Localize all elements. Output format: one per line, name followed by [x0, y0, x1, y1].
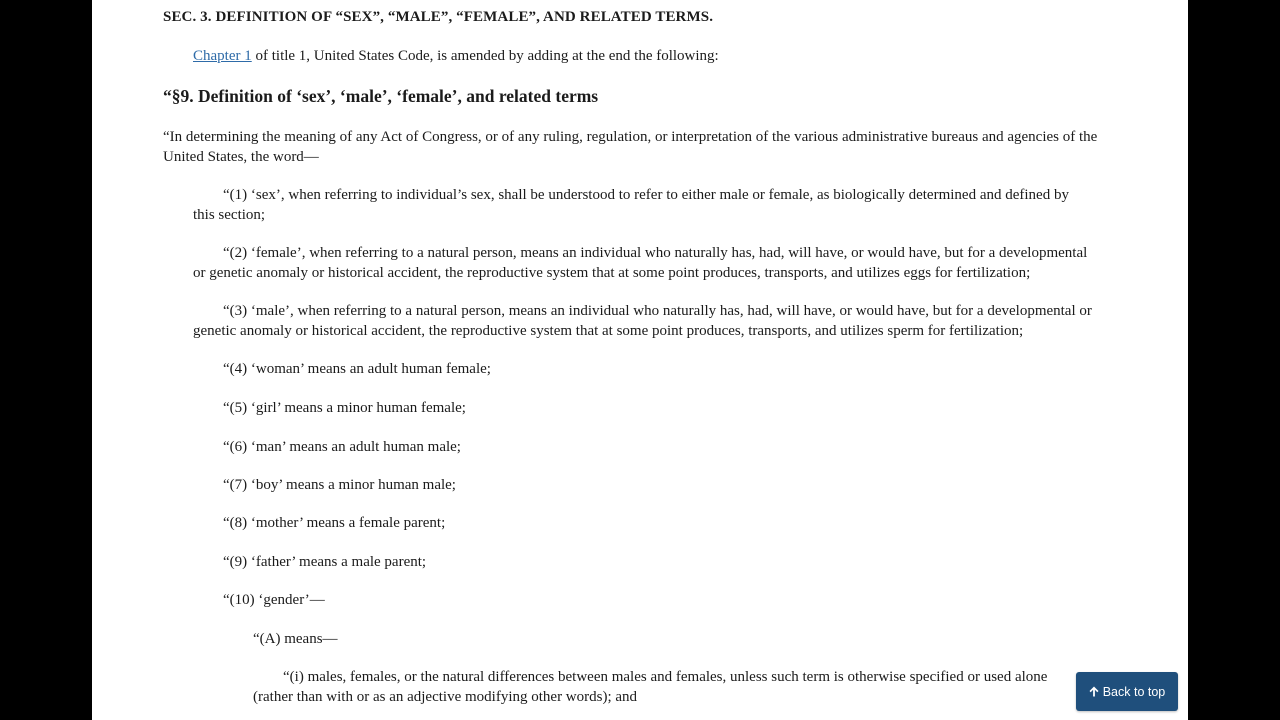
definition-item: “(1) ‘sex’, when referring to individual’s sex, shall be understood to refer to either male or female, as biologically determined and defined by this section; — [193, 187, 1069, 223]
definition-item: “(2) ‘female’, when referring to a natural person, means an individual who naturally has, had, will have, or would have, but for a developmental or genetic anomaly or historical accident, the reproductive system that at some point produces, transports, and utilizes eggs for fertilization; — [193, 245, 1088, 281]
amendment-text: of title 1, United States Code, is amended by adding at the end the following: — [251, 48, 719, 64]
subitem-a: “(A) means— — [253, 631, 338, 647]
definition-item: “(10) ‘gender’— — [223, 592, 325, 608]
clause-i: “(i) males, females, or the natural differences between males and females, unless such term is otherwise specified or used alone (rather than with or as an adjective modifying other words); and — [253, 669, 1048, 705]
section-title: “§9. Definition of ‘sex’, ‘male’, ‘female’, and related terms — [163, 86, 599, 106]
definition-item: “(4) ‘woman’ means an adult human female; — [223, 361, 491, 377]
intro-paragraph: “In determining the meaning of any Act of Congress, or of any ruling, regulation, or interpretation of the various administrative bureaus and agencies of the United States, the word— — [163, 129, 1098, 165]
document-page — [92, 0, 1188, 720]
definition-item: “(5) ‘girl’ means a minor human female; — [223, 400, 466, 416]
definition-item: “(6) ‘man’ means an adult human male; — [223, 439, 461, 455]
chapter-link[interactable]: Chapter 1 — [193, 48, 252, 64]
arrow-up-icon — [1089, 686, 1099, 697]
definition-item: “(7) ‘boy’ means a minor human male; — [223, 477, 456, 493]
definition-item: “(8) ‘mother’ means a female parent; — [223, 515, 446, 531]
back-to-top-button[interactable] — [1076, 672, 1178, 711]
definition-item: “(9) ‘father’ means a male parent; — [223, 554, 427, 570]
definition-item: “(3) ‘male’, when referring to a natural person, means an individual who naturally has, had, will have, or would have, but for a developmental or genetic anomaly or historical accident, the reproductive system that at some point produces, transports, and utilizes sperm for fertilization; — [193, 303, 1092, 339]
amendment-line — [193, 48, 719, 65]
section-heading: SEC. 3. DEFINITION OF “SEX”, “MALE”, “FEMALE”, AND RELATED TERMS. — [163, 9, 714, 25]
back-to-top-label: Back to top — [1102, 684, 1166, 699]
